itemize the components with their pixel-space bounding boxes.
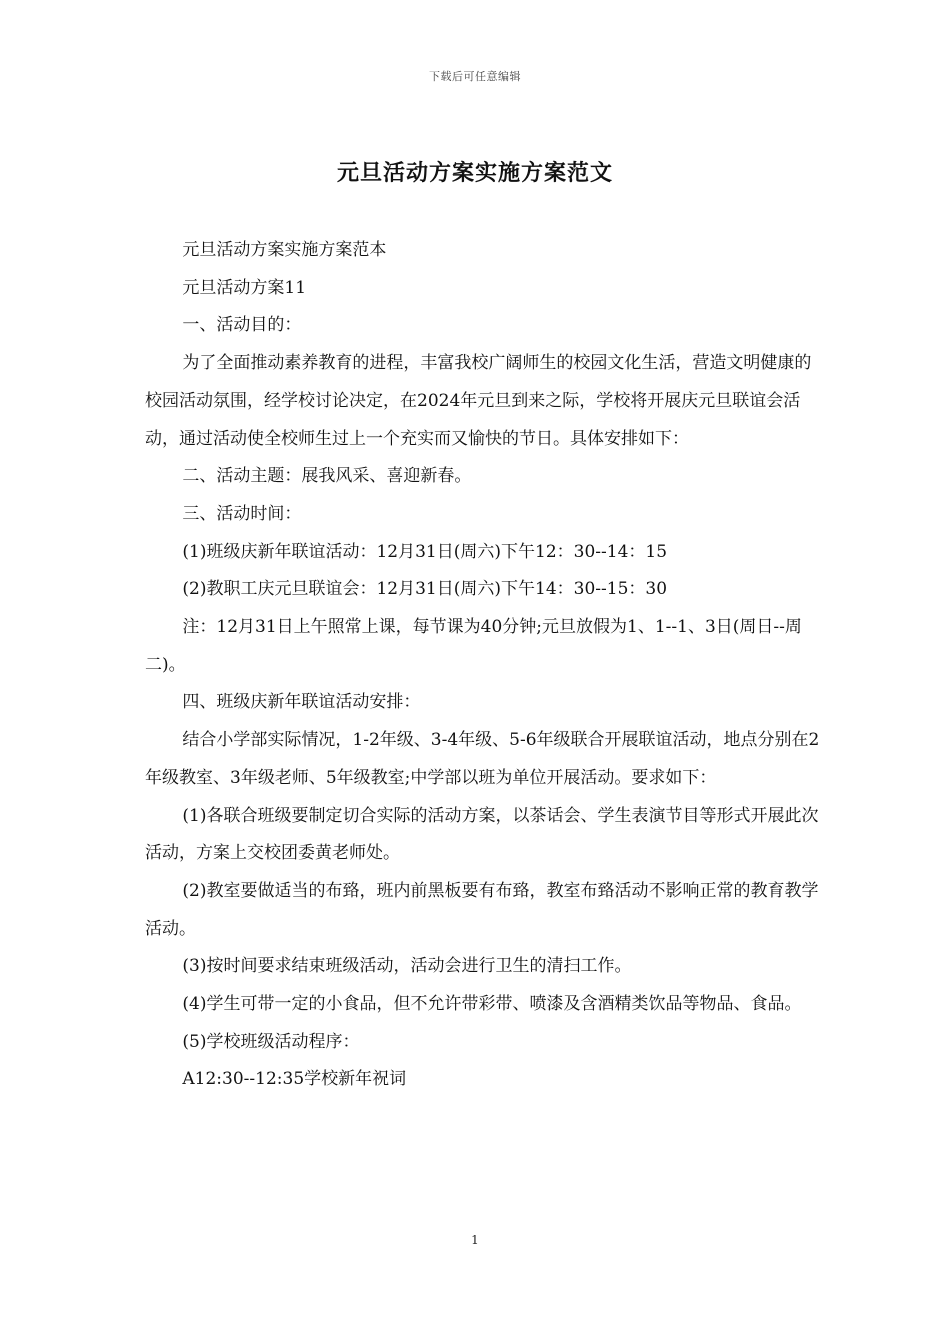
list-item: (4)学生可带一定的小食品，但不允许带彩带、喷漆及含酒精类饮品等物品、食品。 [182, 994, 802, 1015]
list-item: (1)各联合班级要制定切合实际的活动方案，以茶话会、学生表演节目等形式开展此次活动，方案上交校团委黄老师处。 [145, 805, 819, 864]
list-item: (2)教职工庆元旦联谊会：12月31日(周六)下午14：30--15：30 [182, 579, 668, 600]
list-item: (2)教室要做适当的布臵，班内前黑板要有布臵，教室布臵活动不影响正常的教育教学活动。 [145, 880, 819, 939]
paragraph: 结合小学部实际情况，1-2年级、3-4年级、5-6年级联合开展联谊活动，地点分别在2年级教室、3年级老师、5年级教室;中学部以班为单位开展活动。要求如下： [145, 730, 820, 788]
document-title: 元旦活动方案实施方案范文 [336, 160, 613, 186]
paragraph: 为了全面推动素养教育的进程，丰富我校广阔师生的校园文化生活，营造文明健康的校园活动氛围，经学校讨论决定，在2024年元旦到来之际，学校将开展庆元旦联谊会活动，通过活动使全校师生过上一个充实而又愉快的节日。具体安排如下： [145, 353, 812, 449]
schedule-item: A12:30--12:35学校新年祝词 [182, 1069, 407, 1090]
paragraph: 元旦活动方案11 [182, 277, 307, 298]
section-heading: 三、活动时间： [182, 503, 302, 524]
paragraph: 元旦活动方案实施方案范本 [182, 240, 387, 260]
section-heading: 一、活动目的： [182, 315, 302, 336]
page-number: 1 [471, 1233, 479, 1247]
list-item: (5)学校班级活动程序： [182, 1031, 360, 1052]
list-item: (1)班级庆新年联谊活动：12月31日(周六)下午12：30--14：15 [182, 541, 668, 562]
page-header-note: 下载后可任意编辑 [429, 70, 521, 83]
section-heading: 二、活动主题：展我风采、喜迎新春。 [182, 466, 472, 487]
note-paragraph: 注：12月31日上午照常上课，每节课为40分钟;元旦放假为1、1--1、3日(周日--周二)。 [145, 617, 802, 675]
list-item: (3)按时间要求结束班级活动，活动会进行卫生的清扫工作。 [182, 956, 632, 977]
document-body [145, 232, 825, 1099]
section-heading: 四、班级庆新年联谊活动安排： [182, 692, 421, 713]
